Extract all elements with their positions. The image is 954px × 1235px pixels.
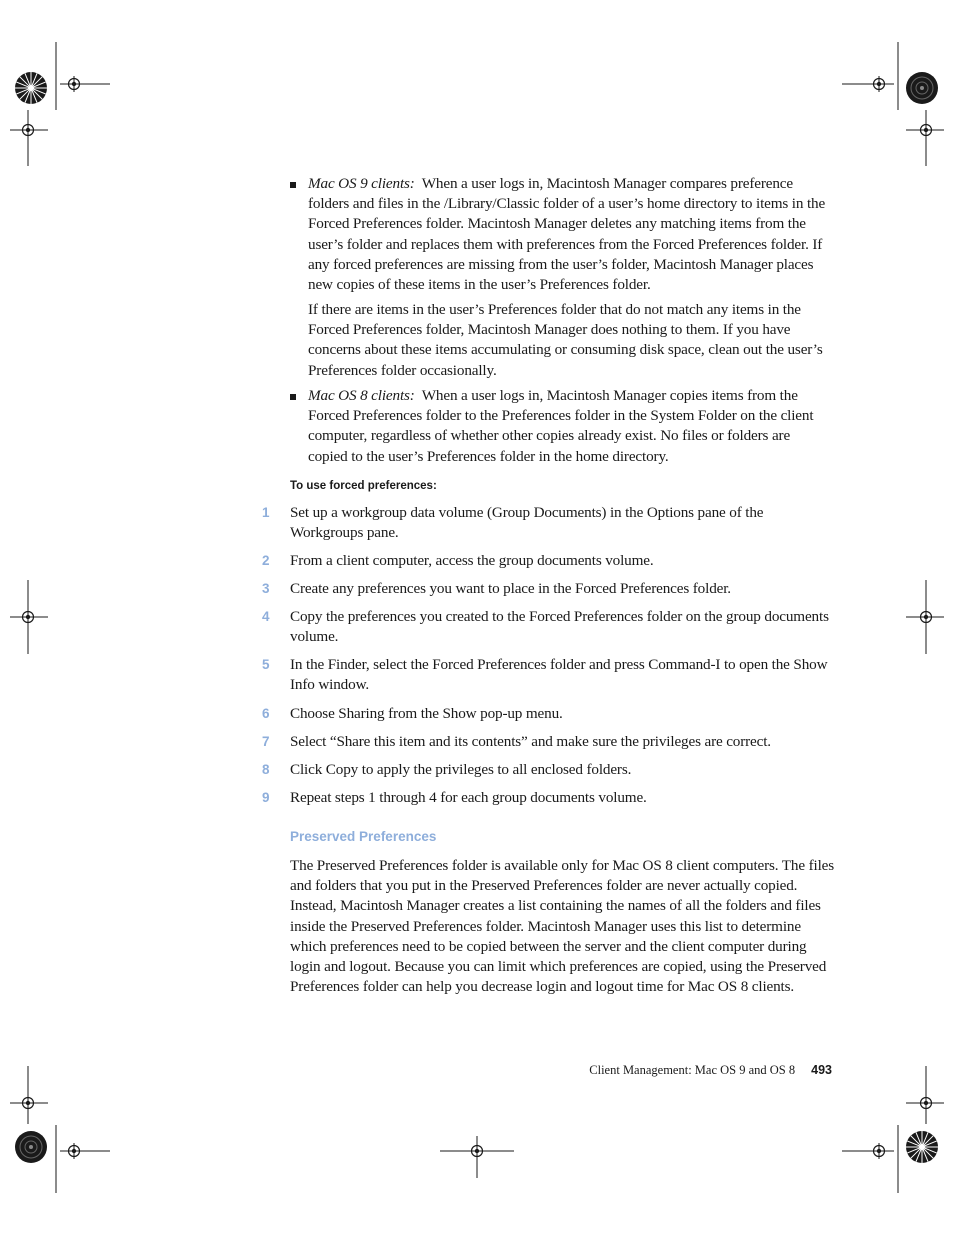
procedure-step (262, 760, 834, 780)
procedure-step (262, 503, 834, 543)
bullet-mac-os-9 (290, 174, 830, 295)
step-number: 4 (262, 609, 270, 624)
step-text: Repeat steps 1 through 4 for each group documents volume. (290, 789, 647, 806)
step-number: 5 (262, 657, 270, 672)
step-text: From a client computer, access the group documents volume. (290, 552, 654, 569)
procedure-step (262, 551, 834, 571)
bullet-text (308, 174, 830, 295)
bullet-mac-os-8 (290, 386, 830, 467)
bullet-body: When a user logs in, Macintosh Manager compares preference folders and files in the /Library/Classic folder of a user’s home directory to items in the Forced Preferences folder. Macintosh Manager deletes any matching items from the user’s folder and replaces them with preferences from the Forced Preferences folder. If any forced preferences are missing from the user’s folder, Macintosh Manager places new copies of these items in the user’s Preferences folder. (308, 175, 826, 294)
procedure-step (262, 579, 834, 599)
bullet-body: When a user logs in, Macintosh Manager copies items from the Forced Preferences folder to the Preferences folder in the System Folder on the client computer, regardless of whether other copies already exist. No files or folders are copied to the user’s Preferences folder in the home directory. (308, 387, 814, 465)
procedure-heading: To use forced preferences: (290, 480, 437, 492)
procedure-step (262, 607, 834, 647)
bullet-square-icon (290, 182, 296, 188)
step-text: Choose Sharing from the Show pop-up menu. (290, 705, 563, 722)
bullet-follow-paragraph: If there are items in the user’s Preferences folder that do not match any items in the Forced Preferences folder, Macintosh Manager does nothing to them. If you have concerns about these items accumulating or consuming disk space, clean out the user’s Preferences folder occasionally. (308, 301, 823, 379)
step-number: 7 (262, 734, 270, 749)
procedure-step (262, 655, 834, 695)
footer-chapter-title: Client Management: Mac OS 9 and OS 8 (589, 1063, 796, 1077)
section-paragraph: The Preserved Preferences folder is available only for Mac OS 8 client computers. The files and folders that you put in the Preserved Preferences folder are never actually copied. Instead, Macintosh Manager creates a list containing the names of all the folders and files inside the Preserved Preferences folder. Macintosh Manager uses this list to determine which preferences need to be copied between the server and the client computer during login and logout. Because you can limit which preferences are copied, using the Preserved Preferences folder can help you decrease login and logout time for Mac OS 8 clients. (290, 857, 835, 996)
procedure-step (262, 788, 834, 808)
page-number: 493 (811, 1063, 832, 1077)
step-text: Create any preferences you want to place in the Forced Preferences folder. (290, 580, 731, 597)
bullet-lead: Mac OS 9 clients: (308, 175, 415, 192)
section-heading: Preserved Preferences (290, 829, 437, 844)
step-number: 9 (262, 790, 270, 805)
step-text: Set up a workgroup data volume (Group Documents) in the Options pane of the Workgroups pane. (290, 504, 764, 542)
procedure-step (262, 704, 834, 724)
step-text: Select “Share this item and its contents” and make sure the privileges are correct. (290, 733, 771, 750)
bullet-lead: Mac OS 8 clients: (308, 387, 415, 404)
step-number: 3 (262, 581, 270, 596)
procedure-step (262, 732, 834, 752)
step-text: Copy the preferences you created to the Forced Preferences folder on the group documents volume. (290, 608, 829, 646)
bullet-text (308, 386, 830, 467)
step-number: 1 (262, 505, 270, 520)
step-number: 8 (262, 762, 270, 777)
bullet-square-icon (290, 394, 296, 400)
step-text: Click Copy to apply the privileges to all enclosed folders. (290, 761, 632, 778)
step-number: 6 (262, 706, 270, 721)
page-footer (589, 1063, 832, 1078)
step-number: 2 (262, 553, 270, 568)
step-text: In the Finder, select the Forced Preferences folder and press Command-I to open the Show Info window. (290, 656, 828, 694)
